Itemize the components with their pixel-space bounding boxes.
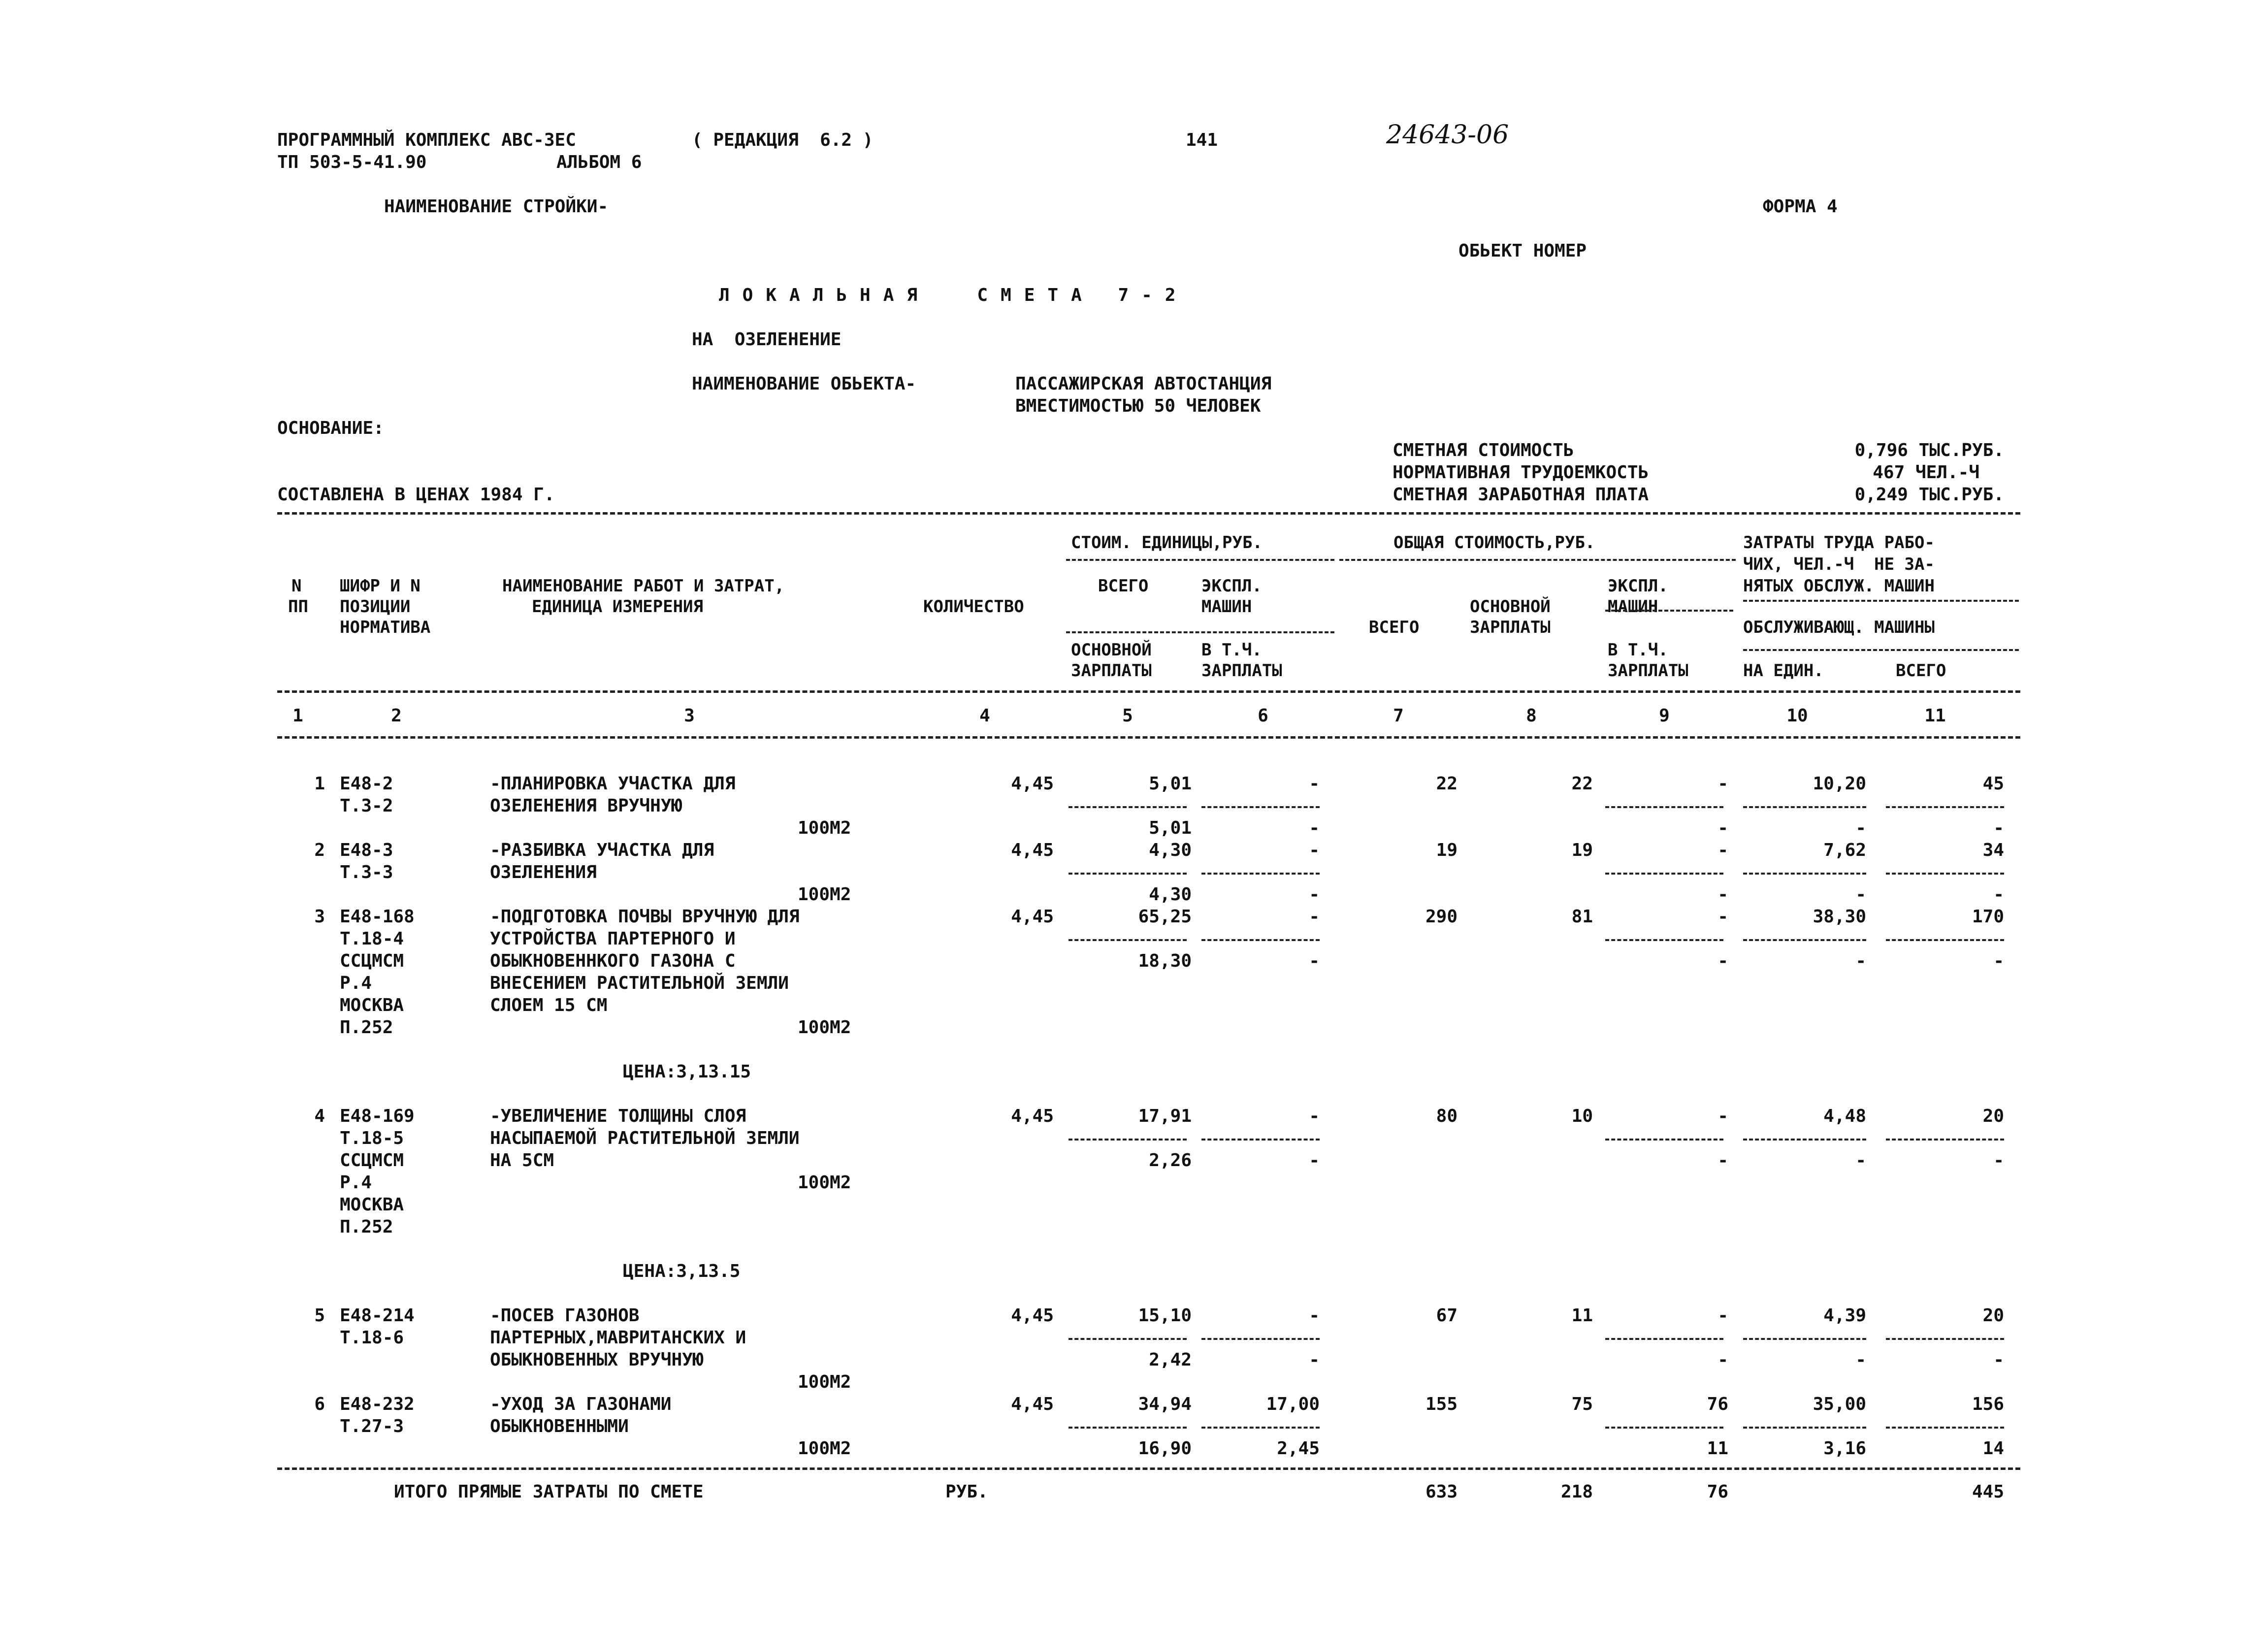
header-unit-total: ВСЕГО — [1098, 576, 1149, 596]
row-base-wages: 75 — [1571, 1394, 1593, 1414]
row-labor-per-unit: 4,48 — [1823, 1106, 1866, 1126]
construction-label: НАИМЕНОВАНИЕ СТРОЙКИ- — [384, 196, 609, 217]
cell-divider — [1069, 1427, 1187, 1429]
row-unit-cost: 17,91 — [1138, 1106, 1192, 1126]
row-quantity: 4,45 — [1011, 1394, 1054, 1414]
summary-value: 467 ЧЕЛ.-Ч — [1873, 462, 1979, 483]
row-machine-wages: - — [1717, 884, 1728, 905]
row-name: -УХОД ЗА ГАЗОНАМИ — [490, 1394, 672, 1414]
row-labor-per-unit-machines: 3,16 — [1823, 1438, 1866, 1459]
row-code: ССЦМСМ — [340, 1150, 404, 1171]
header-divider — [1339, 559, 1736, 561]
cell-divider — [1743, 1139, 1866, 1140]
row-labor-total-machines: - — [1993, 951, 2004, 971]
header-total-vtch: ЗАРПЛАТЫ — [1608, 661, 1688, 681]
row-unit-machine-wages: - — [1309, 818, 1320, 838]
cell-divider — [1743, 1338, 1866, 1340]
summary-label: СМЕТНАЯ СТОИМОСТЬ — [1393, 440, 1574, 460]
row-labor-total-machines: 14 — [1982, 1438, 2004, 1459]
header-labor-total: ВСЕГО — [1896, 661, 1946, 681]
header-total-cost: ОБЩАЯ СТОИМОСТЬ,РУБ. — [1393, 533, 1595, 553]
header-name: НАИМЕНОВАНИЕ РАБОТ И ЗАТРАТ, — [502, 576, 785, 596]
row-labor-total-machines: - — [1993, 1150, 2004, 1171]
cell-divider — [1886, 1139, 2004, 1140]
row-total-cost: 80 — [1436, 1106, 1458, 1126]
header-unit-expl: МАШИН — [1201, 597, 1252, 617]
row-labor-per-unit: 4,39 — [1823, 1305, 1866, 1326]
cell-divider — [1069, 873, 1187, 875]
row-name: ОЗЕЛЕНЕНИЯ — [490, 862, 597, 882]
basis-label: ОСНОВАНИЕ: — [277, 418, 384, 438]
row-unit: 100М2 — [798, 1372, 851, 1392]
row-name: УСТРОЙСТВА ПАРТЕРНОГО И — [490, 929, 736, 949]
header-total-all: ВСЕГО — [1369, 618, 1420, 637]
header-code: ШИФР И N — [340, 576, 421, 596]
row-name: ОБЫКНОВЕННЫМИ — [490, 1416, 629, 1436]
row-unit-machines: - — [1309, 907, 1320, 927]
row-labor-per-unit: 35,00 — [1813, 1394, 1866, 1414]
row-name: -ПОДГОТОВКА ПОЧВЫ ВРУЧНУЮ ДЛЯ — [490, 907, 800, 927]
program-name: ПРОГРАММНЫЙ КОМПЛЕКС АВС-3ЕС — [277, 130, 576, 150]
row-code: П.252 — [340, 1017, 393, 1038]
prices-basis: СОСТАВЛЕНА В ЦЕНАХ 1984 Г. — [277, 485, 555, 505]
row-code: Р.4 — [340, 1173, 372, 1193]
row-unit: 100М2 — [798, 1017, 851, 1038]
row-machine-wages: - — [1717, 1150, 1728, 1171]
cell-divider — [1069, 1338, 1187, 1340]
header-divider — [1066, 631, 1334, 633]
row-unit-base-wages: 2,26 — [1149, 1150, 1192, 1171]
row-unit-machine-wages: - — [1309, 951, 1320, 971]
row-machine-wages: 11 — [1707, 1438, 1728, 1459]
row-machine-cost: - — [1717, 907, 1728, 927]
cell-divider — [1886, 1338, 2004, 1340]
row-unit-base-wages: 5,01 — [1149, 818, 1192, 838]
header-unit-expl: ЭКСПЛ. — [1201, 576, 1262, 596]
row-quantity: 4,45 — [1011, 840, 1054, 860]
header-unit-osn: ОСНОВНОЙ — [1071, 640, 1152, 660]
row-unit-machine-wages: - — [1309, 1350, 1320, 1370]
row-name: ОБЫКНОВЕННКОГО ГАЗОНА С — [490, 951, 736, 971]
row-code: МОСКВА — [340, 995, 404, 1015]
table-top-rule — [277, 512, 2020, 515]
page-title: ЛОКАЛЬНАЯ СМЕТА 7-2 — [719, 285, 1189, 305]
row-unit-machine-wages: - — [1309, 1150, 1320, 1171]
row-number: 4 — [314, 1106, 325, 1126]
cell-divider — [1201, 1338, 1320, 1340]
column-number: 1 — [292, 706, 303, 726]
row-machine-cost: - — [1717, 840, 1728, 860]
row-unit-cost: 15,10 — [1138, 1305, 1192, 1326]
cell-divider — [1069, 806, 1187, 808]
header-code: НОРМАТИВА — [340, 618, 431, 637]
row-machine-wages: - — [1717, 951, 1728, 971]
summary-label: НОРМАТИВНАЯ ТРУДОЕМКОСТЬ — [1393, 462, 1649, 483]
page-number: 141 — [1186, 130, 1218, 150]
header-unit-vtch: ЗАРПЛАТЫ — [1201, 661, 1282, 681]
row-name: СЛОЕМ 15 СМ — [490, 995, 608, 1015]
column-number: 5 — [1122, 706, 1133, 726]
row-name: НАСЫПАЕМОЙ РАСТИТЕЛЬНОЙ ЗЕМЛИ — [490, 1128, 800, 1148]
row-unit-base-wages: 2,42 — [1149, 1350, 1192, 1370]
form-label: ФОРМА 4 — [1763, 196, 1838, 217]
header-labor: ЗАТРАТЫ ТРУДА РАБО- — [1743, 533, 1935, 553]
row-machine-wages: - — [1717, 818, 1728, 838]
document-number: 24643-06 — [1386, 120, 1509, 150]
cell-divider — [1069, 1139, 1187, 1140]
row-code: Т.3-3 — [340, 862, 393, 882]
subtitle: НА ОЗЕЛЕНЕНИЕ — [692, 329, 842, 350]
cell-divider — [1886, 873, 2004, 875]
row-unit-machines: - — [1309, 1106, 1320, 1126]
row-name: ПАРТЕРНЫХ,МАВРИТАНСКИХ И — [490, 1328, 746, 1348]
totals-base-wages: 218 — [1560, 1482, 1593, 1502]
row-labor-total: 170 — [1972, 907, 2004, 927]
row-price: ЦЕНА:3,13.5 — [623, 1261, 741, 1281]
row-name: ОБЫКНОВЕННЫХ ВРУЧНУЮ — [490, 1350, 704, 1370]
cell-divider — [1201, 873, 1320, 875]
column-number: 9 — [1659, 706, 1670, 726]
column-number: 7 — [1393, 706, 1404, 726]
row-unit-cost: 5,01 — [1149, 774, 1192, 794]
cell-divider — [1605, 1338, 1723, 1340]
cell-divider — [1605, 873, 1723, 875]
row-machine-cost: - — [1717, 1305, 1728, 1326]
cell-divider — [1886, 1427, 2004, 1429]
header-n: N — [292, 576, 302, 596]
cell-divider — [1605, 806, 1723, 808]
header-labor: НЯТЫХ ОБСЛУЖ. МАШИН — [1743, 576, 1935, 596]
row-unit-cost: 34,94 — [1138, 1394, 1192, 1414]
row-quantity: 4,45 — [1011, 1305, 1054, 1326]
summary-label: СМЕТНАЯ ЗАРАБОТНАЯ ПЛАТА — [1393, 485, 1649, 505]
column-number: 6 — [1258, 706, 1268, 726]
row-number: 1 — [314, 774, 325, 794]
row-labor-per-unit: 7,62 — [1823, 840, 1866, 860]
row-machine-cost: 76 — [1707, 1394, 1728, 1414]
row-unit: 100М2 — [798, 818, 851, 838]
row-base-wages: 81 — [1571, 907, 1593, 927]
column-number: 4 — [979, 706, 990, 726]
row-code: Р.4 — [340, 973, 372, 993]
row-number: 2 — [314, 840, 325, 860]
cell-divider — [1743, 939, 1866, 941]
album: АЛЬБОМ 6 — [556, 152, 642, 172]
header-labor: ЧИХ, ЧЕЛ.-Ч НЕ ЗА- — [1743, 554, 1935, 574]
header-rule — [277, 690, 2020, 693]
row-unit-machines: 17,00 — [1266, 1394, 1320, 1414]
header-total-vtch: В Т.Ч. — [1608, 640, 1668, 660]
header-code: ПОЗИЦИИ — [340, 597, 411, 617]
row-number: 3 — [314, 907, 325, 927]
header-divider — [1743, 600, 2019, 602]
header-qty: КОЛИЧЕСТВО — [923, 597, 1024, 617]
row-base-wages: 11 — [1571, 1305, 1593, 1326]
row-labor-total: 156 — [1972, 1394, 2004, 1414]
row-quantity: 4,45 — [1011, 907, 1054, 927]
column-number: 10 — [1786, 706, 1808, 726]
object-name-line1: ПАССАЖИРСКАЯ АВТОСТАНЦИЯ — [1015, 374, 1272, 394]
header-bottom-rule — [277, 736, 2020, 739]
row-quantity: 4,45 — [1011, 774, 1054, 794]
row-unit-machine-wages: 2,45 — [1277, 1438, 1320, 1459]
row-name: НА 5СМ — [490, 1150, 554, 1171]
row-code: П.252 — [340, 1217, 393, 1237]
row-number: 5 — [314, 1305, 325, 1326]
cell-divider — [1886, 806, 2004, 808]
row-labor-total-machines: - — [1993, 1350, 2004, 1370]
row-labor-per-unit: 38,30 — [1813, 907, 1866, 927]
cell-divider — [1605, 1139, 1723, 1140]
row-labor-per-unit: 10,20 — [1813, 774, 1866, 794]
column-number: 8 — [1526, 706, 1537, 726]
row-code: МОСКВА — [340, 1195, 404, 1215]
row-labor-per-unit-machines: - — [1855, 1150, 1866, 1171]
header-labor-machines: ОБСЛУЖИВАЮЩ. МАШИНЫ — [1743, 618, 1935, 637]
row-code: Е48-232 — [340, 1394, 415, 1414]
header-unit-cost: СТОИМ. ЕДИНИЦЫ,РУБ. — [1071, 533, 1263, 553]
row-labor-total: 20 — [1982, 1106, 2004, 1126]
row-name: -РАЗБИВКА УЧАСТКА ДЛЯ — [490, 840, 714, 860]
edition: ( РЕДАКЦИЯ 6.2 ) — [692, 130, 874, 150]
header-total-expl: МАШИН — [1608, 597, 1658, 617]
summary-value: 0,796 ТЫС.РУБ. — [1854, 440, 2004, 460]
row-labor-total: 34 — [1982, 840, 2004, 860]
cell-divider — [1605, 939, 1723, 941]
row-unit-cost: 65,25 — [1138, 907, 1192, 927]
row-total-cost: 22 — [1436, 774, 1458, 794]
totals-labor: 445 — [1972, 1482, 2004, 1502]
row-machine-cost: - — [1717, 774, 1728, 794]
tp-code: ТП 503-5-41.90 — [277, 152, 427, 172]
header-divider — [1743, 649, 2019, 651]
row-unit-cost: 4,30 — [1149, 840, 1192, 860]
row-labor-per-unit-machines: - — [1855, 884, 1866, 905]
row-code: Е48-169 — [340, 1106, 415, 1126]
row-base-wages: 22 — [1571, 774, 1593, 794]
object-number: ОБЬЕКТ НОМЕР — [1458, 241, 1587, 261]
header-total-expl: ЭКСПЛ. — [1608, 576, 1668, 596]
cell-divider — [1743, 873, 1866, 875]
cell-divider — [1201, 1139, 1320, 1140]
header-n: ПП — [288, 597, 308, 617]
row-labor-per-unit-machines: - — [1855, 951, 1866, 971]
cell-divider — [1069, 939, 1187, 941]
row-number: 6 — [314, 1394, 325, 1414]
cell-divider — [1201, 939, 1320, 941]
row-labor-per-unit-machines: - — [1855, 1350, 1866, 1370]
row-code: Т.27-3 — [340, 1416, 404, 1436]
row-total-cost: 67 — [1436, 1305, 1458, 1326]
totals-label: ИТОГО ПРЯМЫЕ ЗАТРАТЫ ПО СМЕТЕ — [394, 1482, 704, 1502]
row-labor-total: 45 — [1982, 774, 2004, 794]
cell-divider — [1886, 939, 2004, 941]
cell-divider — [1201, 806, 1320, 808]
header-unit-osn: ЗАРПЛАТЫ — [1071, 661, 1152, 681]
row-unit-machines: - — [1309, 774, 1320, 794]
row-name: ВНЕСЕНИЕМ РАСТИТЕЛЬНОЙ ЗЕМЛИ — [490, 973, 789, 993]
row-code: Т.18-5 — [340, 1128, 404, 1148]
row-total-cost: 19 — [1436, 840, 1458, 860]
row-name: -УВЕЛИЧЕНИЕ ТОЛЩИНЫ СЛОЯ — [490, 1106, 746, 1126]
object-name-line2: ВМЕСТИМОСТЬЮ 50 ЧЕЛОВЕК — [1015, 396, 1261, 416]
row-unit-machines: - — [1309, 840, 1320, 860]
row-labor-total-machines: - — [1993, 818, 2004, 838]
header-labor-per-unit: НА ЕДИН. — [1743, 661, 1824, 681]
row-code: Е48-2 — [340, 774, 393, 794]
column-number: 11 — [1924, 706, 1946, 726]
row-unit-machine-wages: - — [1309, 884, 1320, 905]
row-base-wages: 10 — [1571, 1106, 1593, 1126]
row-total-cost: 290 — [1425, 907, 1458, 927]
header-divider — [1066, 559, 1334, 561]
cell-divider — [1605, 1427, 1723, 1429]
row-name: -ПЛАНИРОВКА УЧАСТКА ДЛЯ — [490, 774, 736, 794]
cell-divider — [1743, 806, 1866, 808]
row-machine-cost: - — [1717, 1106, 1728, 1126]
row-code: Е48-214 — [340, 1305, 415, 1326]
row-labor-total-machines: - — [1993, 884, 2004, 905]
row-unit: 100М2 — [798, 884, 851, 905]
row-unit-base-wages: 18,30 — [1138, 951, 1192, 971]
object-label: НАИМЕНОВАНИЕ ОБЬЕКТА- — [692, 374, 916, 394]
row-code: Т.3-2 — [340, 796, 393, 816]
row-price: ЦЕНА:3,13.15 — [623, 1062, 751, 1082]
row-total-cost: 155 — [1425, 1394, 1458, 1414]
cell-divider — [1201, 1427, 1320, 1429]
row-name: ОЗЕЛЕНЕНИЯ ВРУЧНУЮ — [490, 796, 682, 816]
row-code: Е48-3 — [340, 840, 393, 860]
header-total-osn: ОСНОВНОЙ — [1470, 597, 1551, 617]
totals-total-cost: 633 — [1425, 1482, 1458, 1502]
totals-machine-wages: 76 — [1707, 1482, 1728, 1502]
row-unit: 100М2 — [798, 1438, 851, 1459]
column-number: 2 — [391, 706, 402, 726]
row-quantity: 4,45 — [1011, 1106, 1054, 1126]
row-unit-machines: - — [1309, 1305, 1320, 1326]
row-unit-base-wages: 4,30 — [1149, 884, 1192, 905]
row-base-wages: 19 — [1571, 840, 1593, 860]
row-unit-base-wages: 16,90 — [1138, 1438, 1192, 1459]
header-total-osn: ЗАРПЛАТЫ — [1470, 618, 1551, 637]
row-code: Т.18-6 — [340, 1328, 404, 1348]
row-code: ССЦМСМ — [340, 951, 404, 971]
summary-value: 0,249 ТЫС.РУБ. — [1854, 485, 2004, 505]
row-unit: 100М2 — [798, 1173, 851, 1193]
row-code: Т.18-4 — [340, 929, 404, 949]
row-name: -ПОСЕВ ГАЗОНОВ — [490, 1305, 640, 1326]
header-unit-vtch: В Т.Ч. — [1201, 640, 1262, 660]
row-machine-wages: - — [1717, 1350, 1728, 1370]
row-labor-total: 20 — [1982, 1305, 2004, 1326]
column-number: 3 — [684, 706, 695, 726]
totals-rule — [277, 1467, 2020, 1470]
header-name: ЕДИНИЦА ИЗМЕРЕНИЯ — [532, 597, 703, 617]
cell-divider — [1743, 1427, 1866, 1429]
row-labor-per-unit-machines: - — [1855, 818, 1866, 838]
row-code: Е48-168 — [340, 907, 415, 927]
header-divider — [1605, 610, 1733, 612]
totals-currency: РУБ. — [945, 1482, 988, 1502]
